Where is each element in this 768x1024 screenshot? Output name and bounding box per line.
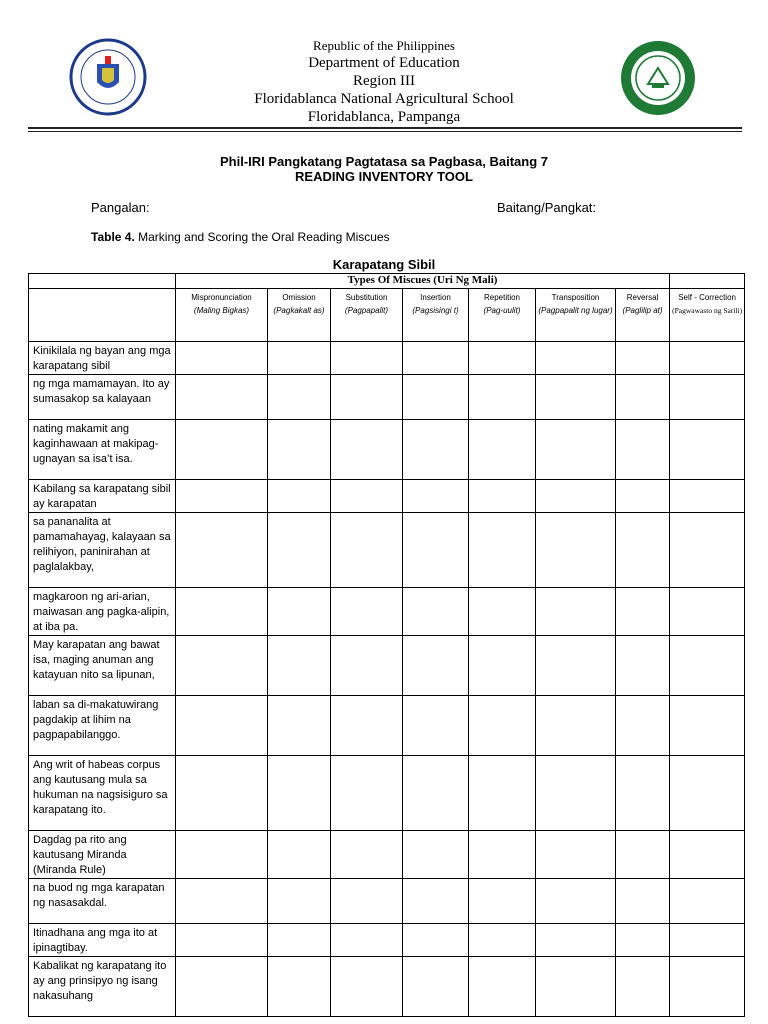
miscue-mark-cell[interactable] bbox=[331, 375, 403, 420]
miscue-mark-cell[interactable] bbox=[331, 420, 403, 480]
miscue-mark-cell[interactable] bbox=[616, 588, 670, 636]
miscue-mark-cell[interactable] bbox=[176, 420, 268, 480]
table-row bbox=[29, 831, 745, 879]
col-omission: Omission (Pagkakalt as) bbox=[268, 289, 331, 342]
miscue-mark-cell[interactable] bbox=[536, 375, 616, 420]
miscue-mark-cell[interactable] bbox=[268, 375, 331, 420]
miscue-mark-cell[interactable] bbox=[670, 342, 745, 375]
miscue-mark-cell[interactable] bbox=[268, 342, 331, 375]
col-self-correction: Self - Correction (Pagwawasto ng Sarili) bbox=[670, 289, 745, 342]
passage-text-cell: May karapatan ang bawat isa, maging anuman ang katayuan nito sa lipunan, bbox=[29, 636, 176, 696]
miscue-mark-cell[interactable] bbox=[331, 513, 403, 588]
miscue-mark-cell[interactable] bbox=[331, 696, 403, 756]
miscue-mark-cell[interactable] bbox=[268, 513, 331, 588]
miscue-mark-cell[interactable] bbox=[403, 375, 469, 420]
section-title: Karapatang Sibil bbox=[332, 257, 436, 272]
table-row bbox=[29, 957, 745, 1017]
miscue-mark-cell[interactable] bbox=[536, 879, 616, 924]
types-header-row bbox=[29, 274, 745, 289]
miscue-mark-cell[interactable] bbox=[331, 756, 403, 831]
miscue-mark-cell[interactable] bbox=[176, 513, 268, 588]
document-title: Phil-IRI Pangkatang Pagtatasa sa Pagbasa, Baitang 7 bbox=[220, 154, 548, 169]
table-row bbox=[29, 696, 745, 756]
miscue-mark-cell[interactable] bbox=[616, 513, 670, 588]
miscue-mark-cell[interactable] bbox=[331, 342, 403, 375]
name-label: Pangalan: bbox=[91, 200, 150, 215]
miscue-mark-cell[interactable] bbox=[469, 480, 536, 513]
passage-text-cell: Ang writ of habeas corpus ang kautusang mula sa hukuman na nagsisiguro sa karapatang ito. bbox=[29, 756, 176, 831]
miscue-mark-cell[interactable] bbox=[403, 879, 469, 924]
miscue-mark-cell[interactable] bbox=[469, 588, 536, 636]
miscue-mark-cell[interactable] bbox=[331, 957, 403, 1017]
header-divider-thick bbox=[28, 127, 742, 129]
miscue-mark-cell[interactable] bbox=[176, 696, 268, 756]
miscue-mark-cell[interactable] bbox=[403, 957, 469, 1017]
blank-header-cell bbox=[670, 274, 745, 289]
miscue-mark-cell[interactable] bbox=[403, 924, 469, 957]
passage-text-cell: magkaroon ng ari-arian, maiwasan ang pagka-alipin, at iba pa. bbox=[29, 588, 176, 636]
passage-text-cell: Dagdag pa rito ang kautusang Miranda (Miranda Rule) bbox=[29, 831, 176, 879]
miscue-mark-cell[interactable] bbox=[176, 957, 268, 1017]
miscue-mark-cell[interactable] bbox=[469, 636, 536, 696]
miscue-mark-cell[interactable] bbox=[616, 480, 670, 513]
miscue-mark-cell[interactable] bbox=[469, 420, 536, 480]
miscue-mark-cell[interactable] bbox=[616, 831, 670, 879]
miscue-mark-cell[interactable] bbox=[670, 696, 745, 756]
miscue-mark-cell[interactable] bbox=[536, 588, 616, 636]
table-row bbox=[29, 588, 745, 636]
passage-text-cell: sa pananalita at pamamahayag, kalayaan sa relihiyon, paninirahan at paglalakbay, bbox=[29, 513, 176, 588]
miscue-mark-cell[interactable] bbox=[616, 696, 670, 756]
miscue-mark-cell[interactable] bbox=[268, 636, 331, 696]
miscue-mark-cell[interactable] bbox=[268, 756, 331, 831]
document-subtitle: READING INVENTORY TOOL bbox=[295, 169, 473, 184]
table-caption-number: Table 4. bbox=[91, 230, 135, 244]
school-address-line: Floridablanca, Pampanga bbox=[307, 109, 461, 125]
col-transposition: Transposition (Pagpapalit ng lugar) bbox=[536, 289, 616, 342]
miscue-mark-cell[interactable] bbox=[403, 756, 469, 831]
miscue-mark-cell[interactable] bbox=[616, 879, 670, 924]
miscue-mark-cell[interactable] bbox=[331, 879, 403, 924]
miscue-mark-cell[interactable] bbox=[670, 636, 745, 696]
miscue-mark-cell[interactable] bbox=[616, 636, 670, 696]
miscue-mark-cell[interactable] bbox=[331, 831, 403, 879]
miscue-mark-cell[interactable] bbox=[670, 480, 745, 513]
table-row bbox=[29, 420, 745, 480]
miscue-mark-cell[interactable] bbox=[616, 924, 670, 957]
school-name-line: Floridablanca National Agricultural School bbox=[254, 91, 514, 107]
miscue-mark-cell[interactable] bbox=[670, 831, 745, 879]
miscue-mark-cell[interactable] bbox=[176, 588, 268, 636]
table-row bbox=[29, 636, 745, 696]
miscue-mark-cell[interactable] bbox=[268, 420, 331, 480]
miscue-mark-cell[interactable] bbox=[536, 513, 616, 588]
miscue-mark-cell[interactable] bbox=[670, 957, 745, 1017]
miscue-mark-cell[interactable] bbox=[469, 831, 536, 879]
miscue-mark-cell[interactable] bbox=[670, 924, 745, 957]
blank-header-cell bbox=[29, 274, 176, 289]
miscue-mark-cell[interactable] bbox=[268, 831, 331, 879]
miscue-mark-cell[interactable] bbox=[331, 924, 403, 957]
region-line: Region III bbox=[352, 73, 416, 89]
table-row bbox=[29, 375, 745, 420]
miscue-mark-cell[interactable] bbox=[469, 957, 536, 1017]
miscue-mark-cell[interactable] bbox=[176, 924, 268, 957]
miscue-mark-cell[interactable] bbox=[331, 636, 403, 696]
col-reversal: Reversal (Paglilip at) bbox=[616, 289, 670, 342]
miscue-mark-cell[interactable] bbox=[469, 375, 536, 420]
miscue-mark-cell[interactable] bbox=[403, 588, 469, 636]
miscue-mark-cell[interactable] bbox=[176, 756, 268, 831]
table-row bbox=[29, 513, 745, 588]
miscue-mark-cell[interactable] bbox=[536, 957, 616, 1017]
miscue-mark-cell[interactable] bbox=[403, 342, 469, 375]
miscue-mark-cell[interactable] bbox=[616, 375, 670, 420]
miscue-mark-cell[interactable] bbox=[670, 879, 745, 924]
miscue-mark-cell[interactable] bbox=[176, 831, 268, 879]
table-row bbox=[29, 342, 745, 375]
miscue-mark-cell[interactable] bbox=[616, 756, 670, 831]
header-divider-thin bbox=[28, 131, 742, 132]
miscue-mark-cell[interactable] bbox=[403, 480, 469, 513]
miscue-mark-cell[interactable] bbox=[670, 420, 745, 480]
miscue-mark-cell[interactable] bbox=[536, 342, 616, 375]
miscue-mark-cell[interactable] bbox=[331, 480, 403, 513]
grade-section-label: Baitang/Pangkat: bbox=[497, 200, 597, 215]
passage-text-cell: ng mga mamamayan. Ito ay sumasakop sa kalayaan bbox=[29, 375, 176, 420]
miscue-mark-cell[interactable] bbox=[268, 924, 331, 957]
passage-rows bbox=[29, 342, 745, 1017]
table-caption-text: Marking and Scoring the Oral Reading Miscues bbox=[134, 230, 390, 244]
miscue-mark-cell[interactable] bbox=[176, 375, 268, 420]
col-substitution: Substitution (Pagpapalit) bbox=[331, 289, 403, 342]
miscue-mark-cell[interactable] bbox=[403, 513, 469, 588]
miscue-mark-cell[interactable] bbox=[176, 879, 268, 924]
miscue-mark-cell[interactable] bbox=[616, 420, 670, 480]
miscue-mark-cell[interactable] bbox=[670, 513, 745, 588]
column-header-row bbox=[29, 289, 745, 342]
miscue-mark-cell[interactable] bbox=[268, 879, 331, 924]
miscue-mark-cell[interactable] bbox=[268, 957, 331, 1017]
miscue-mark-cell[interactable] bbox=[176, 636, 268, 696]
miscue-mark-cell[interactable] bbox=[536, 924, 616, 957]
passage-text-cell: laban sa di-makatuwirang pagdakip at lihim na pagpapabilanggo. bbox=[29, 696, 176, 756]
passage-text-cell: Kabalikat ng karapatang ito ay ang prinsipyo ng isang nakasuhang bbox=[29, 957, 176, 1017]
miscue-mark-cell[interactable] bbox=[176, 342, 268, 375]
miscue-mark-cell[interactable] bbox=[536, 696, 616, 756]
miscue-mark-cell[interactable] bbox=[268, 480, 331, 513]
miscue-mark-cell[interactable] bbox=[536, 831, 616, 879]
miscue-table bbox=[28, 273, 745, 1017]
republic-line: Republic of the Philippines bbox=[313, 38, 455, 53]
miscue-mark-cell[interactable] bbox=[469, 342, 536, 375]
miscue-mark-cell[interactable] bbox=[536, 756, 616, 831]
col-insertion: Insertion (Pagsisingi t) bbox=[403, 289, 469, 342]
passage-text-cell: Kabilang sa karapatang sibil ay karapatan bbox=[29, 480, 176, 513]
miscue-mark-cell[interactable] bbox=[670, 375, 745, 420]
miscue-mark-cell[interactable] bbox=[616, 957, 670, 1017]
miscue-mark-cell[interactable] bbox=[469, 513, 536, 588]
letterhead bbox=[0, 38, 768, 126]
miscue-mark-cell[interactable] bbox=[469, 879, 536, 924]
miscue-mark-cell[interactable] bbox=[469, 924, 536, 957]
table-row bbox=[29, 924, 745, 957]
miscue-mark-cell[interactable] bbox=[176, 480, 268, 513]
miscue-mark-cell[interactable] bbox=[331, 588, 403, 636]
table-caption bbox=[91, 230, 390, 244]
department-line: Department of Education bbox=[308, 55, 460, 71]
miscue-mark-cell[interactable] bbox=[469, 696, 536, 756]
miscue-mark-cell[interactable] bbox=[670, 588, 745, 636]
miscue-mark-cell[interactable] bbox=[403, 420, 469, 480]
miscue-mark-cell[interactable] bbox=[403, 636, 469, 696]
miscue-mark-cell[interactable] bbox=[268, 696, 331, 756]
table-row bbox=[29, 756, 745, 831]
miscue-mark-cell[interactable] bbox=[268, 588, 331, 636]
miscue-mark-cell[interactable] bbox=[403, 696, 469, 756]
miscue-mark-cell[interactable] bbox=[536, 636, 616, 696]
passage-header-cell bbox=[29, 289, 176, 342]
types-of-miscues-header: Types Of Miscues (Uri Ng Mali) bbox=[176, 274, 670, 289]
table-row bbox=[29, 879, 745, 924]
miscue-mark-cell[interactable] bbox=[469, 756, 536, 831]
col-repetition: Repetition (Pag-uulit) bbox=[469, 289, 536, 342]
miscue-mark-cell[interactable] bbox=[616, 342, 670, 375]
passage-text-cell: Kinikilala ng bayan ang mga karapatang sibil bbox=[29, 342, 176, 375]
col-mispronunciation: Mispronunciation (Maling Bigkas) bbox=[176, 289, 268, 342]
miscue-mark-cell[interactable] bbox=[403, 831, 469, 879]
passage-text-cell: nating makamit ang kaginhawaan at makipag-ugnayan sa isa’t isa. bbox=[29, 420, 176, 480]
passage-text-cell: na buod ng mga karapatan ng nasasakdal. bbox=[29, 879, 176, 924]
miscue-mark-cell[interactable] bbox=[670, 756, 745, 831]
miscue-mark-cell[interactable] bbox=[536, 480, 616, 513]
table-row bbox=[29, 480, 745, 513]
passage-text-cell: Itinadhana ang mga ito at ipinagtibay. bbox=[29, 924, 176, 957]
miscue-mark-cell[interactable] bbox=[536, 420, 616, 480]
